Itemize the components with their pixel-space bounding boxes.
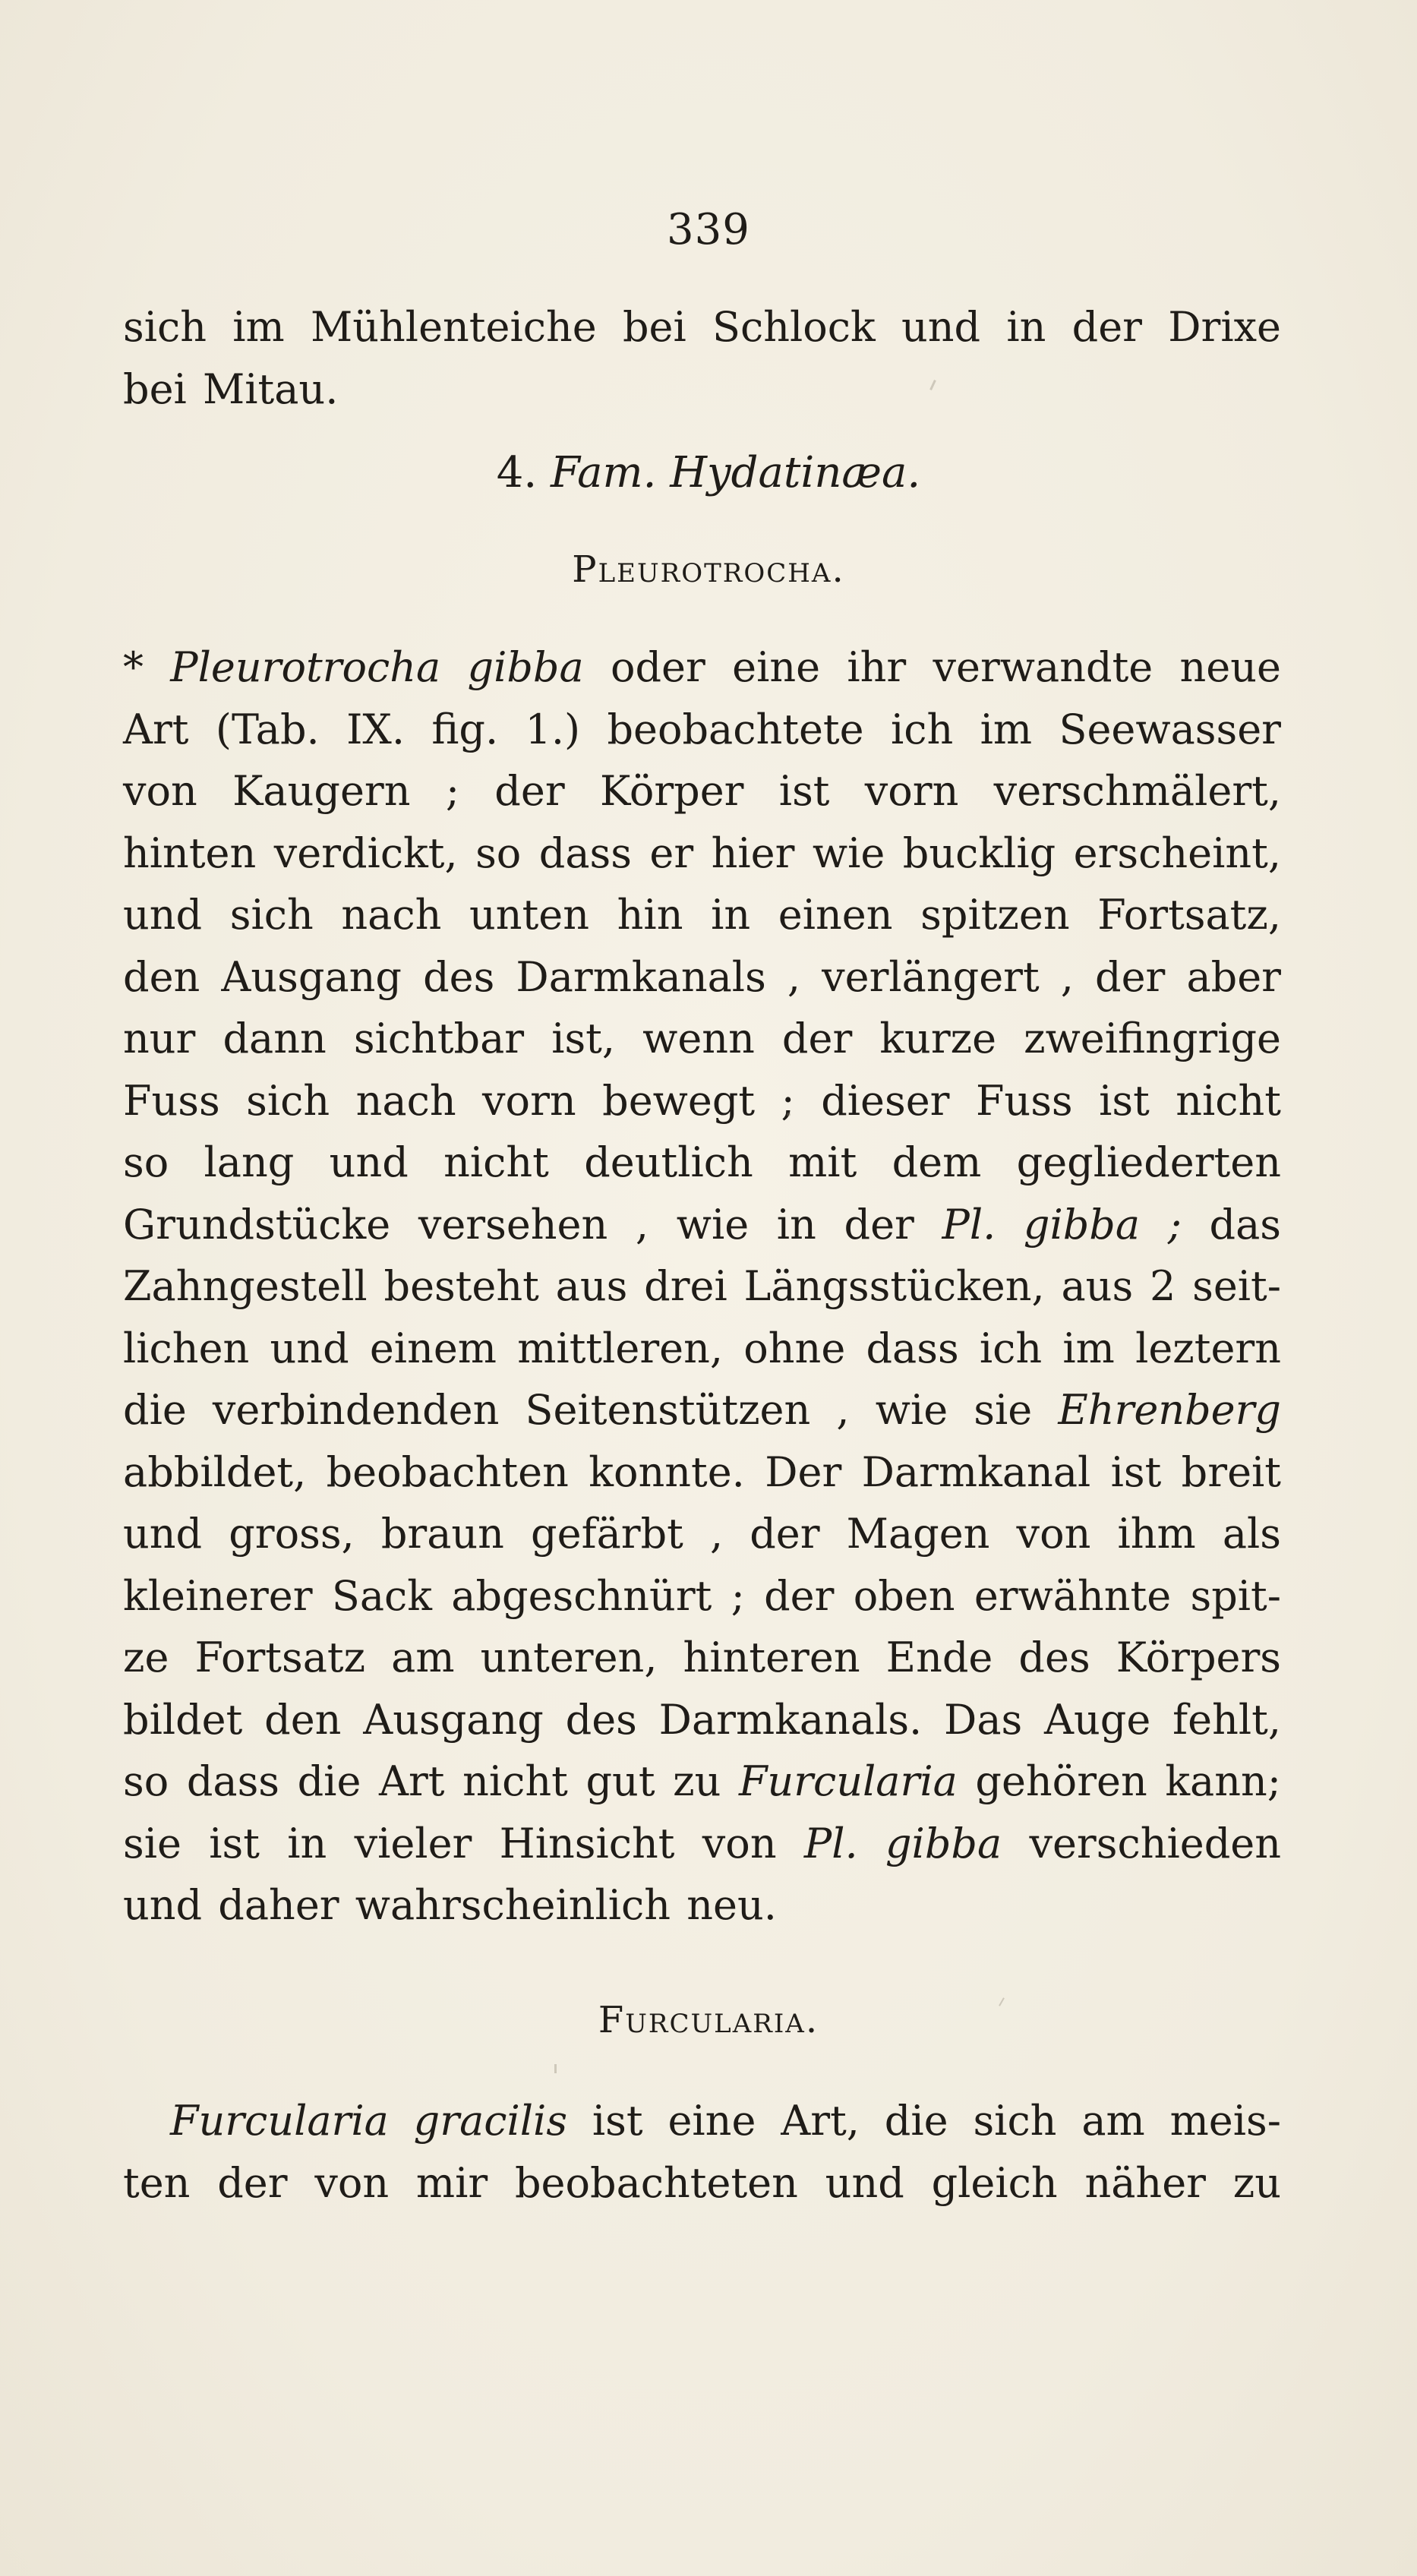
text-line: abbildet, beobachten konnte. Der Darmkanal ist breit	[123, 1447, 1281, 1496]
text-line: und daher wahrscheinlich neu.	[123, 1881, 777, 1929]
text-line: bei Mitau.	[123, 365, 339, 413]
paper-speck	[554, 2064, 557, 2073]
family-number: 4.	[496, 448, 538, 497]
paragraph-furcularia	[123, 2090, 1281, 2214]
text-line: Furcularia gracilis ist eine Art, die sich am meis-	[170, 2097, 1281, 2145]
text-line: so dass die Art nicht gut zu Furcularia gehören kann;	[123, 1757, 1282, 1805]
text-line: kleinerer Sack abgeschnürt ; der oben erwähnte spit-	[123, 1571, 1281, 1620]
text-line: sie ist in vieler Hinsicht von Pl. gibba verschieden	[123, 1819, 1281, 1867]
text-line: so lang und nicht deutlich mit dem gegliederten	[123, 1138, 1281, 1186]
section-heading-furcularia: Furcularia.	[598, 1999, 819, 2041]
paragraph-pleurotrocha	[123, 636, 1281, 1937]
text-line: nur dann sichtbar ist, wenn der kurze zweifingrige	[123, 1015, 1281, 1062]
text-line: sich im Mühlenteiche bei Schlock und in der Drixe	[123, 303, 1281, 351]
family-heading	[0, 448, 1417, 497]
text-line: den Ausgang des Darmkanals , verlängert , der aber	[123, 952, 1281, 1001]
text-line: hinten verdickt, so dass er hier wie bucklig erscheint,	[123, 829, 1281, 877]
text-line: und gross, braun gefärbt , der Magen von ihm als	[123, 1510, 1281, 1558]
text-line: Art (Tab. IX. fig. 1.) beobachtete ich im Seewasser	[123, 705, 1281, 753]
text-line: die verbindenden Seitenstützen , wie sie Ehrenberg	[123, 1386, 1281, 1434]
family-name: Fam. Hydatinæa.	[551, 448, 921, 497]
intro-text	[123, 296, 1281, 420]
text-line: Fuss sich nach vorn bewegt ; dieser Fuss ist nicht	[123, 1076, 1281, 1125]
text-line: Grundstücke versehen , wie in der Pl. gibba ; das	[123, 1200, 1282, 1249]
text-line: Zahngestell besteht aus drei Längsstücken, aus 2 seit-	[123, 1262, 1281, 1310]
text-line: ze Fortsatz am unteren, hinteren Ende des Körpers	[123, 1634, 1281, 1681]
text-line: ten der von mir beobachteten und gleich näher zu	[123, 2158, 1281, 2207]
text-line: und sich nach unten hin in einen spitzen Fortsatz,	[123, 891, 1281, 939]
text-line: bildet den Ausgang des Darmkanals. Das Auge fehlt,	[123, 1695, 1281, 1744]
section-heading-pleurotrocha: Pleurotrocha.	[572, 548, 845, 591]
text-line: * Pleurotrocha gibba oder eine ihr verwandte neue	[123, 643, 1281, 691]
page-number: 339	[667, 205, 750, 254]
text-line: lichen und einem mittleren, ohne dass ich im leztern	[123, 1324, 1281, 1372]
text-line: von Kaugern ; der Körper ist vorn verschmälert,	[123, 767, 1281, 815]
paper-speck	[787, 1113, 791, 1116]
